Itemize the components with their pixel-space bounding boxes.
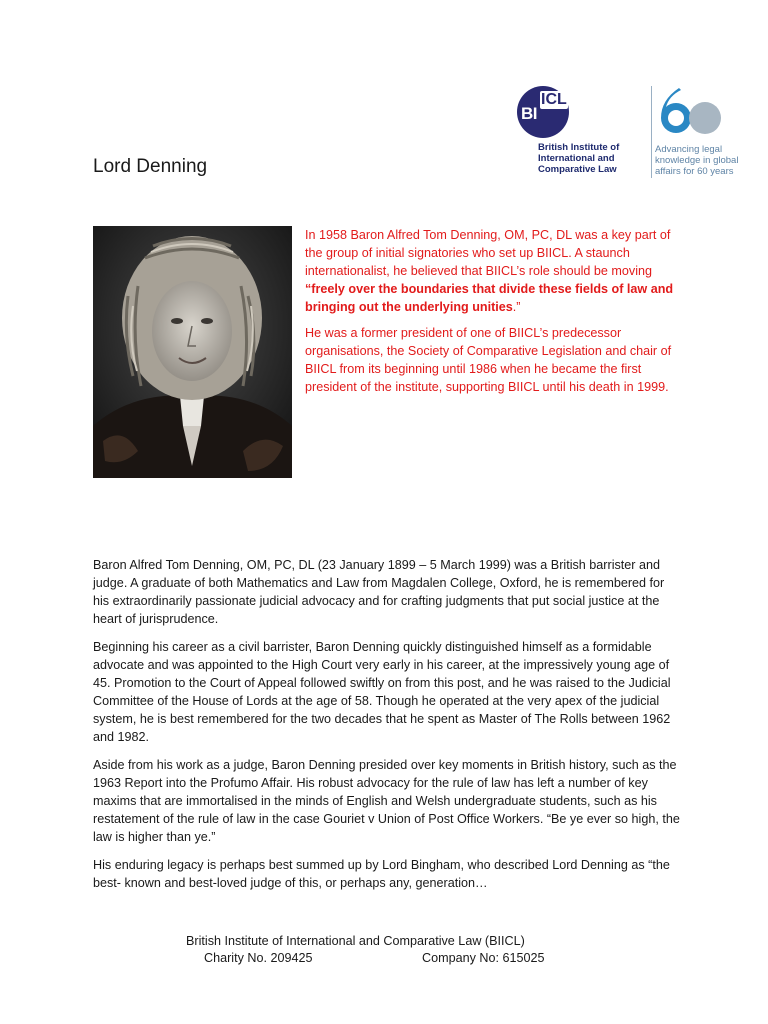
body-paragraph: Aside from his work as a judge, Baron Denning presided over key moments in British history, such as the 1963 Report into the Profumo Affair. His robust advocacy for the rule of law has left a number of key maxims that are immortalised in the minds of English and Welsh undergraduate students, such as his restatement of the rule of law in the case Gouriet v Union of Post Office Workers. “Be ye ever so high, the law is higher than ye.” bbox=[93, 758, 680, 844]
logo-tagline-line: knowledge in global bbox=[655, 155, 739, 166]
biicl-logo-mark bbox=[517, 86, 569, 138]
logo-name-line: International and bbox=[538, 153, 615, 164]
biicl-logo bbox=[512, 84, 748, 180]
footer-org: British Institute of International and Comparative Law (BIICL) bbox=[186, 934, 525, 948]
company-number: Company No: 615025 bbox=[422, 951, 545, 965]
footer-registration bbox=[186, 950, 586, 967]
intro-quote-end: .” bbox=[512, 300, 521, 314]
intro-text bbox=[305, 226, 683, 404]
portrait-photo bbox=[93, 226, 292, 478]
biography-body bbox=[93, 556, 683, 902]
intro-paragraph-1 bbox=[305, 226, 683, 316]
portrait-image bbox=[93, 226, 292, 478]
intro-quote-text: “freely over the boundaries that divide these fields of law and bringing out the underlying unities bbox=[305, 282, 674, 314]
body-paragraph: His enduring legacy is perhaps best summed up by Lord Bingham, who described Lord Denning as “the best- known and best-loved judge of this, or perhaps any, generation… bbox=[93, 858, 670, 890]
logo-name-line: Comparative Law bbox=[538, 164, 617, 175]
logo-tagline bbox=[655, 144, 755, 177]
intro-paragraph-2: He was a former president of one of BIICL’s predecessor organisations, the Society of Comparative Legislation and chair of BIICL from its beginning until 1986 when he became the first president of the institute, supporting BIICL until his death in 1999. bbox=[305, 326, 672, 394]
body-paragraph: Beginning his career as a civil barrister, Baron Denning quickly distinguished himself as a formidable advocate and was appointed to the High Court very early in his career, at the impressively young age of 45. Promotion to the Court of Appeal followed swiftly on from this post, and he was raised to the Judicial Committee of the House of Lords at the age of 58. Though he operated at the very apex of the judicial system, he is best remembered for the two decades that he spent as Master of The Rolls between 1962 and 1982. bbox=[93, 640, 671, 744]
body-paragraph: Baron Alfred Tom Denning, OM, PC, DL (23 January 1899 – 5 March 1999) was a British barrister and judge. A graduate of both Mathematics and Law from Magdalen College, Oxford, he is remembered for his extraordinarily passionate judicial advocacy and for crafting judgments that put social justice at the heart of jurisprudence. bbox=[93, 558, 665, 626]
logo-name bbox=[538, 142, 648, 175]
page-title: Lord Denning bbox=[93, 156, 208, 177]
logo-mark-bi: BI bbox=[521, 104, 537, 123]
logo-tagline-line: Advancing legal bbox=[655, 144, 723, 155]
footer bbox=[186, 933, 586, 967]
logo-divider bbox=[651, 86, 652, 178]
intro-lead-text: In 1958 Baron Alfred Tom Denning, OM, PC, DL was a key part of the group of initial signatories who set up BIICL. A staunch internationalist, he believed that BIICL’s role should be moving bbox=[305, 228, 671, 278]
logo-tagline-line: affairs for 60 years bbox=[655, 166, 734, 177]
charity-number: Charity No. 209425 bbox=[204, 951, 313, 965]
logo-name-line: British Institute of bbox=[538, 142, 620, 153]
logo-mark-icl: ICL bbox=[541, 91, 567, 108]
sixty-anniversary-icon bbox=[653, 84, 723, 144]
